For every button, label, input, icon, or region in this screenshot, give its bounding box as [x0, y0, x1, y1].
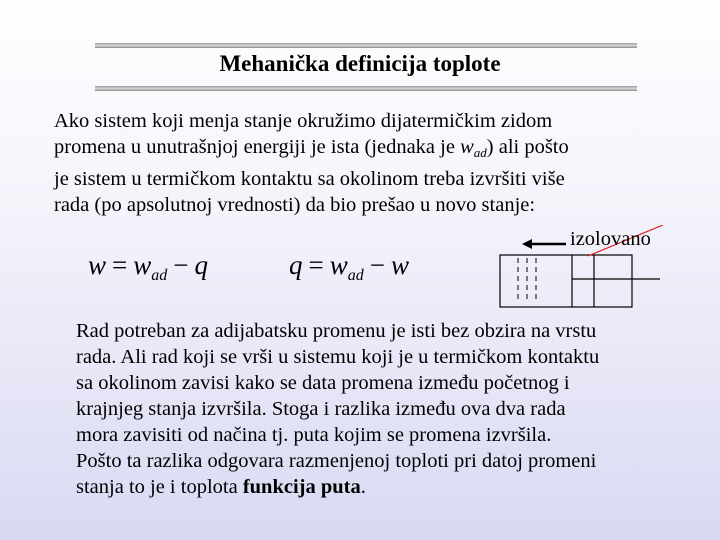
equation-heat [289, 250, 409, 285]
title-rule-top [95, 43, 637, 48]
eq-operator: = [112, 250, 128, 280]
paragraph-explanation-line: sa okolinom zavisi kako se data promena između početnog i [76, 372, 570, 394]
eq-subscript: ad [347, 267, 364, 284]
paragraph-explanation [76, 318, 706, 500]
w-symbol: w [460, 136, 474, 158]
text-segment: promena u unutrašnjoj energiji je ista (jednaka je [54, 136, 461, 158]
eq-operator: − [369, 250, 385, 280]
eq-symbol: w [88, 250, 107, 280]
paragraph-intro-line: je sistem u termičkom kontaktu sa okolinom treba izvršiti više [54, 168, 565, 190]
paragraph-intro-line: Ako sistem koji menja stanje okružimo dijatermičkim zidom [54, 110, 553, 132]
eq-symbol: w [133, 250, 152, 280]
paragraph-explanation-line: Pošto ta razlika odgovara razmenjenoj toploti pri datoj promeni [76, 450, 597, 472]
slide-title: Mehanička definicija toplote [219, 51, 501, 76]
ad-subscript: ad [473, 145, 487, 160]
paragraph-explanation-line: Rad potreban za adijabatsku promenu je isti bez obzira na vrstu [76, 320, 597, 342]
eq-symbol: w [329, 250, 348, 280]
title-rule-bottom [95, 86, 637, 91]
paragraph-explanation-line: rada. Ali rad koji se vrši u sistemu koji je u termičkom kontaktu [76, 346, 600, 368]
paragraph-intro-line: rada (po apsolutnoj vrednosti) da bio prešao u novo stanje: [54, 194, 536, 216]
equation-work [88, 250, 208, 285]
paragraph-explanation-line: krajnjeg stanja izvršila. Stoga i razlika između ova dva rada [76, 398, 566, 420]
eq-symbol: w [390, 250, 409, 280]
isolated-label: izolovano [570, 228, 651, 250]
paragraph-explanation-line: mora zavisiti od načina tj. puta kojim se promena izvršila. [76, 424, 552, 446]
text-segment: ) ali pošto [486, 136, 569, 158]
arrow-left-icon [522, 238, 568, 250]
eq-symbol: q [289, 250, 303, 280]
eq-operator: = [308, 250, 324, 280]
eq-symbol: q [194, 250, 208, 280]
eq-operator: − [173, 250, 189, 280]
cylinder-body [500, 255, 632, 307]
eq-subscript: ad [151, 267, 168, 284]
emphasis-path-function: funkcija puta [242, 476, 361, 498]
text-segment: . [360, 476, 366, 498]
wad-symbol [460, 136, 487, 158]
paragraph-intro-line [54, 134, 694, 166]
paragraph-explanation-line [76, 474, 706, 500]
paragraph-intro [54, 108, 694, 218]
text-segment: stanja to je i toplota [76, 476, 243, 498]
